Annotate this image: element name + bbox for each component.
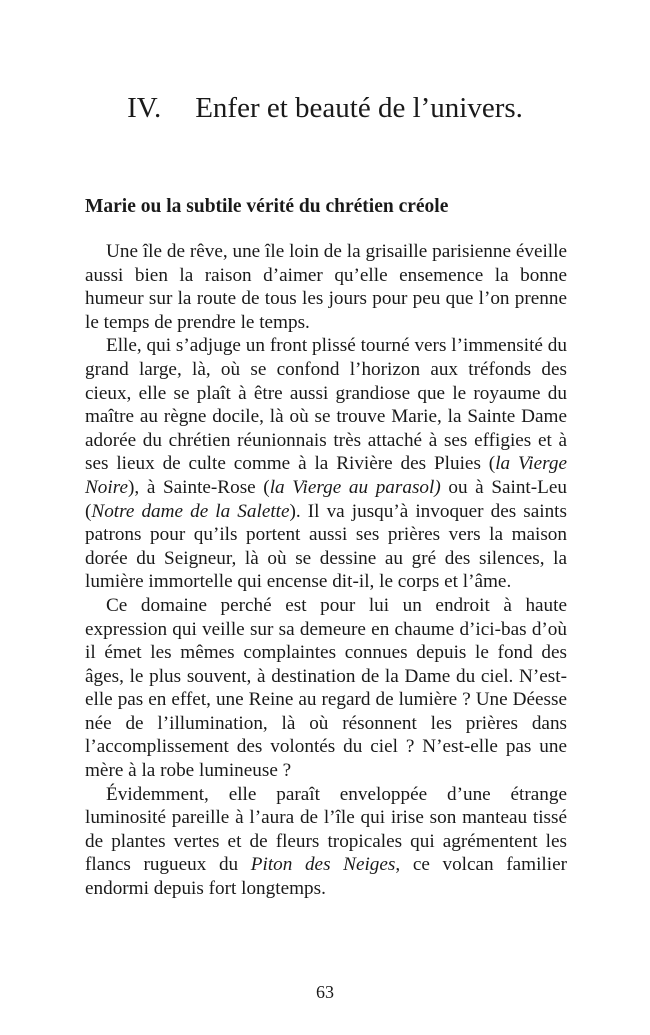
italic-text-segment: la Vierge Noire — [85, 453, 567, 498]
italic-text-segment: Notre dame de la Salette — [91, 500, 290, 522]
body-text — [85, 240, 567, 901]
chapter-heading — [0, 88, 650, 128]
text-segment: , ce volcan familier endormi depuis fort longtemps. — [85, 854, 567, 900]
text-segment: ), à Sainte-Rose ( — [128, 476, 270, 498]
text-segment: Ce domaine perché est pour lui un endroit à haute expression qui veille sur sa demeure en chaume d’ici-bas d’où il émet les mêmes complaintes connues depuis le fond des âges, le plus souvent, à destination de la Dame du ciel. N’est-elle pas en effet, une Reine au regard de lumière ? Une Déesse née de l’illumination, là où résonnent les prières dans l’accomplissement des volontés du ciel ? N’est-elle pas une mère à la robe lumineuse ? — [85, 594, 567, 782]
text-segment: Elle, qui s’adjuge un front plissé tourné vers l’immensité du grand large, là, où se confond l’horizon aux tréfonds des cieux, elle se plaît à être aussi grandiose que le royaume du maître au règne docile, là où se trouve Marie, la Sainte Dame adorée du chrétien réunionnais très attaché à ses effigies et à ses lieux de culte comme à la Rivière des Pluies ( — [85, 335, 567, 475]
paragraph — [85, 334, 567, 594]
section-title: Marie ou la subtile vérité du chrétien créole — [85, 196, 449, 217]
chapter-number: IV. — [127, 92, 162, 124]
paragraph — [85, 240, 567, 334]
paragraph — [85, 594, 567, 783]
paragraph — [85, 783, 567, 901]
chapter-title: Enfer et beauté de l’univers. — [195, 92, 523, 124]
page-number: 63 — [316, 982, 334, 1002]
text-segment: ). Il va jusqu’à invoquer des saints patrons pour qu’ils portent aussi ses prières vers la maison dorée du Seigneur, là où se dessine au gré des silences, la lumière immortelle qui encense dit-il, le corps et l’âme. — [85, 500, 567, 593]
text-segment: ou à Saint-Leu ( — [85, 476, 567, 522]
italic-text-segment: la Vierge au parasol) — [269, 476, 441, 498]
text-segment: Évidemment, elle paraît enveloppée d’une étrange luminosité pareille à l’aura de l’île qui irise son manteau tissé de plantes vertes et de fleurs tropicales qui agrémentent les flancs rugueux du — [85, 783, 567, 876]
text-segment: Une île de rêve, une île loin de la grisaille parisienne éveille aussi bien la raison d’aimer qu’elle ensemence la bonne humeur sur la route de tous les jours pour peu que l’on prenne le temps de prendre le temps. — [85, 241, 567, 333]
italic-text-segment: Piton des Neiges — [250, 854, 396, 876]
